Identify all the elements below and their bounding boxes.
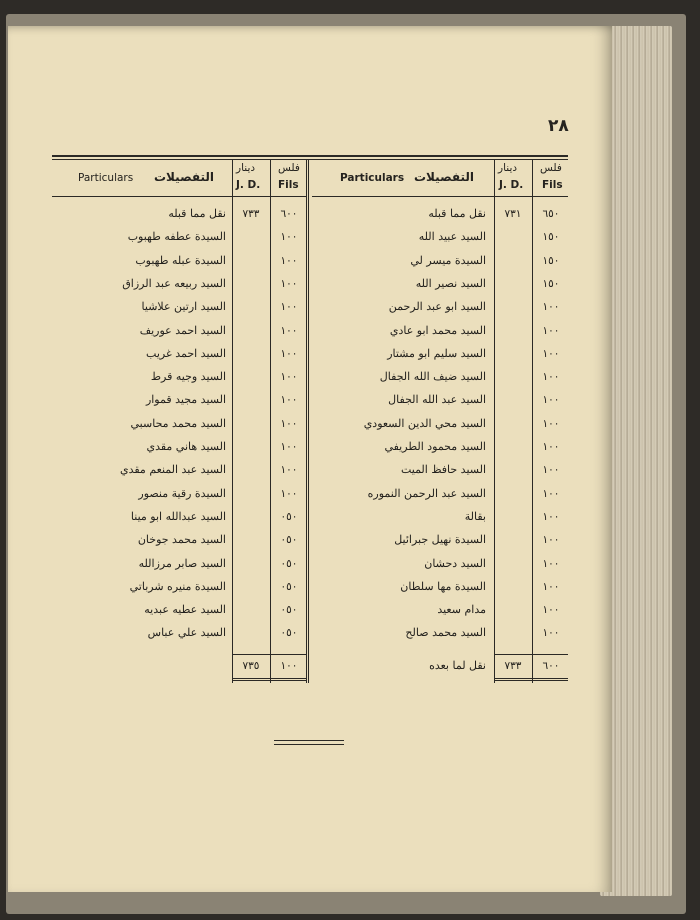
row-name: نقل مما قبله — [168, 207, 226, 220]
row-name: السيد حافظ الميت — [400, 463, 486, 477]
row-name: السيدة مها سلطان — [400, 579, 486, 593]
header-particulars-ar-left: التفصيلات — [154, 170, 215, 184]
row-fils: ١٠٠ — [542, 510, 560, 523]
total-jd: ٧٣٥ — [242, 660, 260, 672]
row-name: السيد مجيد قموار — [145, 393, 226, 407]
row-name: السيد محمد محاسبي — [130, 416, 226, 430]
row-name: السيد احمد عوريف — [139, 323, 226, 337]
header-fils-en-right: Fils — [542, 179, 563, 191]
row-fils: ١٠٠ — [542, 464, 560, 477]
col-rule-left-jd — [232, 159, 233, 683]
row-name: السيد نصير الله — [415, 276, 486, 290]
row-name: السيد ابو عبد الرحمن — [388, 300, 486, 314]
row-fils: ١٠٠ — [280, 417, 298, 430]
row-fils: ٠٥٠ — [280, 534, 298, 547]
row-fils: ٠٥٠ — [280, 580, 298, 593]
total-name: نقل لما بعده — [429, 659, 486, 672]
header-fils-ar-right: فلس — [540, 162, 562, 174]
row-fils: ١٠٠ — [542, 627, 560, 640]
header-jd-ar-right: دينار — [498, 162, 518, 174]
row-name: السيد عبد الله الجفال — [388, 393, 486, 407]
row-fils: ١٠٠ — [280, 254, 298, 267]
row-fils: ١٠٠ — [542, 580, 560, 593]
row-name: بقالة — [464, 509, 486, 523]
row-fils: ١٠٠ — [280, 441, 298, 453]
double-underline-left — [232, 678, 306, 681]
header-jd-ar-left: دينار — [236, 162, 256, 174]
row-name: السيدة عطفه طهبوب — [127, 230, 226, 244]
row-fils: ١٠٠ — [280, 347, 298, 360]
total-jd: ٧٣٣ — [504, 660, 522, 672]
row-fils: ١٠٠ — [280, 371, 298, 384]
header-fils-en-left: Fils — [278, 179, 299, 191]
row-name: السيد محمد جوخان — [137, 533, 226, 547]
row-name: السيد سليم ابو مشتار — [387, 346, 486, 360]
page-number: ٢٨ — [548, 116, 569, 136]
row-name: السيد هاني مقدي — [146, 440, 226, 453]
row-fils: ١٠٠ — [542, 394, 560, 407]
row-fils: ٦٠٠ — [280, 208, 298, 220]
row-name: السيد محي الدين السعودي — [363, 416, 486, 430]
row-name: السيد عطيه عبديه — [144, 603, 226, 617]
row-name: السيد صابر مرزالله — [138, 556, 226, 570]
row-name: مدام سعيد — [437, 603, 486, 617]
row-name: السيد ربيعه عبد الرزاق — [122, 276, 226, 290]
row-fils: ١٠٠ — [280, 487, 298, 500]
row-name: السيدة رقية منصور — [138, 486, 226, 500]
header-jd-en-right: J. D. — [499, 179, 524, 191]
row-name: السيد احمد غريب — [146, 346, 226, 360]
header-particulars-en-left: Particulars — [78, 172, 134, 184]
row-name: السيد ارتين علاشيا — [141, 300, 226, 314]
row-fils: ١٠٠ — [280, 231, 298, 244]
row-fils: ١٠٠ — [280, 301, 298, 314]
row-name: السيد محمد صالح — [405, 626, 486, 640]
row-fils: ١٠٠ — [542, 417, 560, 430]
row-fils: ٠٥٠ — [280, 510, 298, 523]
row-name: السيدة عبله طهبوب — [135, 253, 226, 267]
row-name: السيد علي عباس — [147, 626, 226, 640]
row-fils: ١٠٠ — [542, 604, 560, 617]
table-top-rule — [52, 155, 568, 157]
subtotal-rule-right — [494, 654, 568, 655]
row-fils: ١٠٠ — [542, 557, 560, 570]
header-particulars-ar-right: التفصيلات — [414, 170, 475, 184]
header-fils-ar-left: فلس — [278, 162, 300, 174]
row-fils: ١٠٠ — [280, 324, 298, 337]
end-ornament-rule — [274, 740, 344, 745]
row-fils: ١٠٠ — [280, 394, 298, 407]
row-name: السيدة منيره شرباتي — [129, 579, 226, 593]
row-name: السيد ضيف الله الجفال — [379, 370, 486, 384]
row-name: السيد عبد المنعم مقدي — [119, 463, 226, 477]
row-name: السيد عبدالله ابو مينا — [130, 509, 226, 523]
total-fils: ١٠٠ — [280, 660, 298, 672]
row-name: السيد محمود الطريفي — [384, 440, 486, 453]
header-bottom-rule-right — [312, 196, 568, 197]
table-top-rule-inner — [52, 159, 568, 160]
row-fils: ٠٥٠ — [280, 557, 298, 570]
row-fils: ١٠٠ — [542, 534, 560, 547]
row-fils: ٦٥٠ — [542, 208, 560, 220]
row-fils: ١٠٠ — [542, 487, 560, 500]
header-bottom-rule-left — [52, 196, 306, 197]
row-name: السيدة ميسر لي — [410, 253, 486, 267]
row-jd: ٧٣١ — [504, 208, 522, 220]
row-fils: ١٠٠ — [542, 441, 560, 453]
total-fils: ٦٠٠ — [542, 660, 560, 672]
row-name: السيدة نهيل جبرائيل — [394, 533, 486, 547]
row-name: نقل مما قبله — [428, 207, 486, 220]
row-fils: ١٠٠ — [280, 464, 298, 477]
row-fils: ١٥٠ — [542, 231, 560, 244]
row-jd: ٧٣٣ — [242, 208, 260, 220]
row-fils: ١٠٠ — [542, 371, 560, 384]
row-name: السيد عبد الرحمن النموره — [367, 486, 486, 500]
col-rule-right-jd — [494, 159, 495, 683]
row-name: السيد محمد ابو عادي — [389, 323, 486, 337]
header-jd-en-left: J. D. — [236, 179, 261, 191]
double-underline-right — [494, 678, 568, 681]
row-name: السيد وجيه قرط — [150, 370, 226, 384]
row-fils: ٠٥٠ — [280, 627, 298, 640]
row-fils: ١٠٠ — [542, 301, 560, 314]
row-fils: ١٠٠ — [280, 277, 298, 290]
row-fils: ١٠٠ — [542, 324, 560, 337]
header-particulars-en-right: Particulars — [340, 172, 405, 184]
row-fils: ١٥٠ — [542, 254, 560, 267]
row-name: السيد دحشان — [424, 556, 486, 570]
row-fils: ١٥٠ — [542, 277, 560, 290]
row-fils: ١٠٠ — [542, 347, 560, 360]
subtotal-rule-left — [232, 654, 306, 655]
row-fils: ٠٥٠ — [280, 604, 298, 617]
row-name: السيد عبيد الله — [418, 230, 486, 244]
